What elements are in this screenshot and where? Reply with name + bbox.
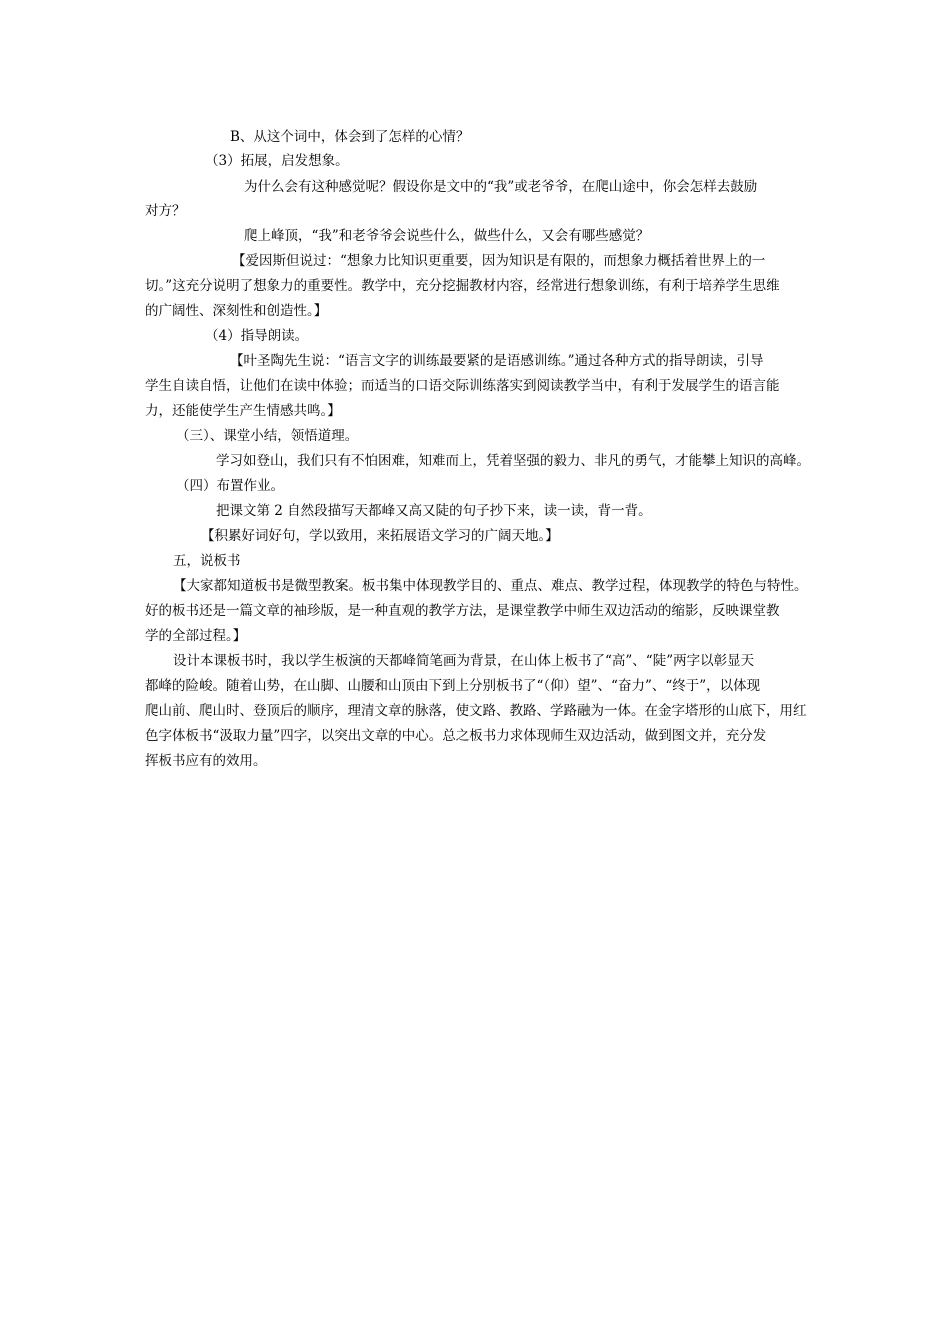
quote-line: 力，还能使学生产生情感共鸣。】 [145,403,341,419]
paragraph-line: 设计本课板书时，我以学生板演的天都峰简笔画为背景，在山体上板书了“高”、“陡”两字以彰显天 [173,653,755,669]
quote-line: 的广阔性、深刻性和创造性。】 [145,303,328,319]
paragraph-line: 把课文第 2 自然段描写天都峰又高又陡的句子抄下来，读一读，背一背。 [216,503,652,519]
quote-line: 好的板书还是一篇文章的袖珍版，是一种直观的教学方法，是课堂教学中师生双边活动的缩影，反映课堂教 [145,603,780,619]
step-4-heading: （4）指导朗读。 [205,328,309,344]
section-5-heading: 五，说板书 [173,553,241,569]
section-3-heading: （三）、课堂小结，领悟道理。 [176,428,359,444]
paragraph-line: 爬上峰顶，“我”和老爷爷会说些什么，做些什么，又会有哪些感觉？ [244,228,650,244]
question-b-line: B、从这个词中，体会到了怎样的心情？ [230,129,470,145]
step-3-heading: （3）拓展，启发想象。 [205,153,349,169]
paragraph-line: 为什么会有这种感觉呢？假设你是文中的“我”或老爷爷，在爬山途中，你会怎样去鼓励 [244,179,758,195]
quote-line: 【叶圣陶先生说：“语言文字的训练最要紧的是语感训练。”通过各种方式的指导朗读，引导 [230,353,764,369]
paragraph-line: 对方？ [145,203,186,219]
paragraph-line: 学习如登山，我们只有不怕困难，知难而上，凭着坚强的毅力、非凡的勇气，才能攀上知识的高峰。 [216,453,810,469]
quote-line: 【积累好词好句，学以致用，来拓展语文学习的广阔天地。】 [201,528,559,544]
quote-line: 切。”这充分说明了想象力的重要性。教学中，充分挖掘教材内容，经常进行想象训练，有利于培养学生思维 [145,278,780,294]
quote-line: 学生自读自悟，让他们在读中体验；而适当的口语交际训练落实到阅读教学当中，有利于发展学生的语言能 [145,378,780,394]
quote-line: 【爱因斯但说过：“想象力比知识更重要，因为知识是有限的，而想象力概括着世界上的一 [232,253,766,269]
paragraph-line: 都峰的险峻。随着山势，在山脚、山腰和山顶由下到上分别板书了“（仰）望”、“奋力”、“终于”，以体现 [145,678,761,694]
paragraph-line: 色字体板书“汲取力量”四字，以突出文章的中心。总之板书力求体现师生双边活动，做到图文并，充分发 [145,728,767,744]
quote-line: 【大家都知道板书是微型教案。板书集中体现教学目的、重点、难点、教学过程，体现教学的特色与特性。 [173,578,808,594]
paragraph-line: 挥板书应有的效用。 [145,753,267,769]
quote-line: 学的全部过程。】 [145,628,247,644]
section-4-heading: （四）布置作业。 [176,478,284,494]
paragraph-line: 爬山前、爬山时、登顶后的顺序，理清文章的脉落，使文路、教路、学路融为一体。在金字塔形的山底下，用红 [145,703,807,719]
